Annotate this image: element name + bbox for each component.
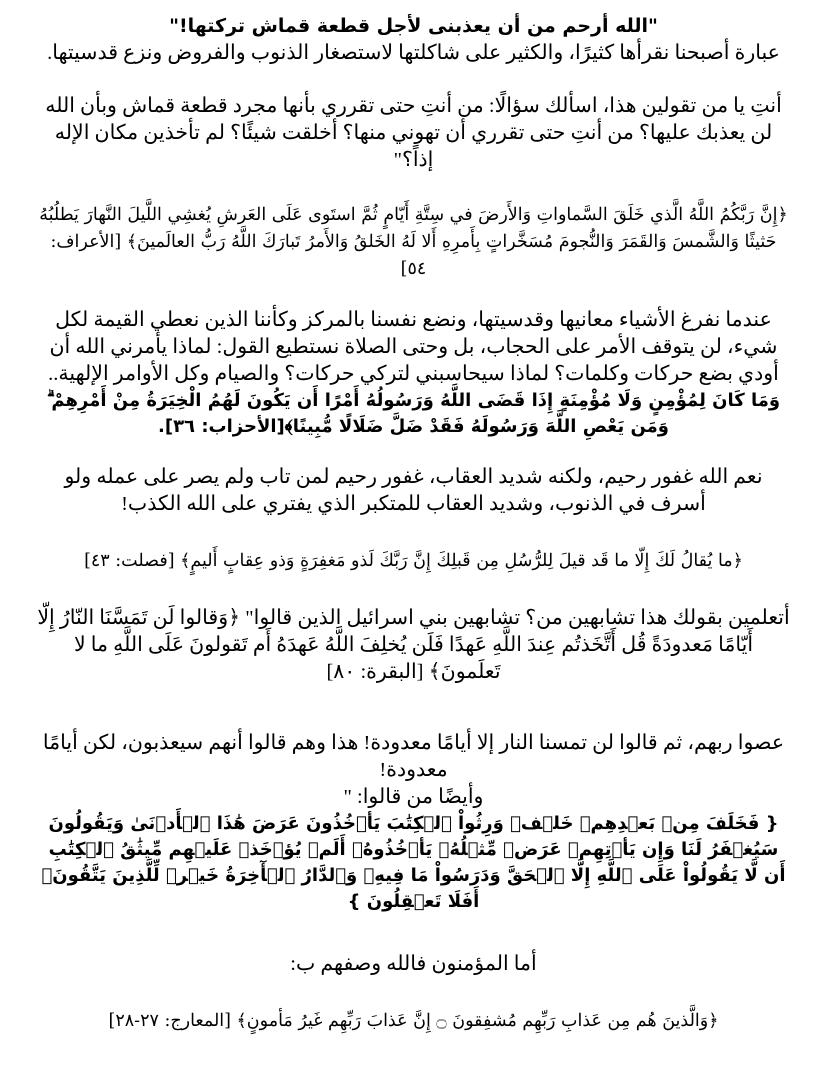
also-said-line: وأيضًا من قالوا: " — [343, 786, 484, 808]
intro-paragraph: عبارة أصبحنا نقرأها كثيرًا، والكثير على شاكلتها لاستصغار الذنوب والفروض ونزع قدسيتها. — [47, 42, 780, 64]
quran-verse-araf-54: ﴿إِنَّ رَبَّكُمُ اللَّهُ الَّذي خَلَقَ السَّماواتِ وَالأَرضَ في سِتَّةِ أَيّامٍ ثُمَّ استَوى عَلَى العَرشِ يُغشِي اللَّيلَ النَّهارَ يَطلُبُهُ حَثيثًا وَالشَّمسَ وَالقَمَرَ وَالنُّجومَ مُسَخَّراتٍ بِأَمرِهِ أَلا لَهُ الخَلقُ وَالأَمرُ تَبارَكَ اللَّهُ رَبُّ العالَمينَ﴾ [الأعراف: ٥٤] — [39, 205, 788, 279]
emptying-meaning-paragraph: عندما نفرغ الأشياء معانيها وقدسيتها، ونضع نفسنا بالمركز وكأننا الذين نعطي القيمة لكل شيء، لن يتوقف الأمر على الحجاب، بل وحتى الصلاة نستطيع القول: لماذا يأمرني الله أن أودي بضع حركات وكلمات؟ لماذا سيحاسبني لترکي حركات؟ والصيام وكل الأوامر الإلهية.. — [48, 309, 779, 385]
mercy-paragraph: نعم الله غفور رحيم، ولكنه شديد العقاب، غفور رحيم لمن تاب ولم يصر على عمله ولو أسرف في الذنوب، وشديد العقاب للمتكبر الذي يفتري على الله الكذب! — [64, 466, 763, 515]
quran-verse-araf-169: { فَخَلَفَ مِنۢ بَعۡدِهِمۡ خَلۡفٞ وَرِثُواْ ٱلۡكِتَٰبَ يَأۡخُذُونَ عَرَضَ هَٰذَا ٱلۡأَدۡنَىٰ وَيَقُولُونَ سَيُغۡفَرُ لَنَا وَإِن يَأۡتِهِمۡ عَرَضٞ مِّثۡلُهُۥ يَأۡخُذُوهُۚ أَلَمۡ يُؤۡخَذۡ عَلَيۡهِم مِّيثَٰقُ ٱلۡكِتَٰبِ أَن لَّا يَقُولُواْ عَلَى ٱللَّهِ إِلَّا ٱلۡحَقَّ وَدَرَسُواْ مَا فِيهِۗ وَٱلدَّارُ ٱلۡأٓخِرَةُ خَيۡرٞ لِّلَّذِينَ يَتَّقُونَۚ أَفَلَا تَعۡقِلُونَ } — [41, 813, 786, 912]
quran-verse-ahzab-36: وَمَا كَانَ لِمُؤْمِنٍ وَلَا مُؤْمِنَةٍ إِذَا قَضَى اللَّهُ وَرَسُولُهُ أَمْرًا أَن يَكُونَ لَهُمُ الْخِيَرَةُ مِنْ أَمْرِهِمْ ۗ وَمَن يَعْصِ اللَّهَ وَرَسُولَهُ فَقَدْ ضَلَّ ضَلَالًا مُّبِينًا﴾[الأحزاب: ٣٦]. — [46, 390, 781, 437]
page-title: "الله أرحم من أن يعذبنى لأجل قطعة قماش تركتها!" — [169, 15, 658, 37]
believers-line: أما المؤمنون فالله وصفهم ب: — [290, 953, 537, 975]
quran-verse-maarij-27-28: ﴿وَالَّذينَ هُم مِن عَذابِ رَبِّهِم مُشفِقونَ ۝ إِنَّ عَذابَ رَبِّهِم غَيرُ مَأمونٍ﴾ [المعارج: ٢٧-٢٨] — [108, 1011, 719, 1031]
quran-verse-fussilat-43: ﴿ما يُقالُ لَكَ إِلّا ما قَد قيلَ لِلرُّسُلِ مِن قَبلِكَ إِنَّ رَبَّكَ لَذو مَغفِرَةٍ وَذو عِقابٍ أَليمٍ﴾ [فصلت: ٤٣] — [84, 551, 743, 571]
disobeyed-paragraph: عصوا ربهم، ثم قالوا لن تمسنا النار إلا أيامًا معدودة! هذا وهم قالوا أنهم سيعذبون، لكن أيامًا معدودة! — [42, 732, 785, 781]
resemblance-paragraph: أتعلمين بقولك هذا تشابهين من؟ تشابهين بني اسرائيل الذين قالوا" ﴿وَقالوا لَن تَمَسَّنَا النّارُ إِلّا أَيّامًا مَعدودَةً قُل أَتَّخَذتُم عِندَ اللَّهِ عَهدًا فَلَن يُخلِفَ اللَّهُ عَهدَهُ أَم تَقولونَ عَلَى اللَّهِ ما لا تَعلَمونَ﴾ [البقرة: ٨٠] — [37, 607, 790, 683]
question-paragraph: أنتِ يا من تقولين هذا، اسألك سؤالًا: من أنتِ حتى تقرري بأنها مجرد قطعة قماش وبأن الله لن يعذبك عليها؟ من أنتِ حتى تقرري أن تهوني منها؟ أخلقت شيئًا؟ لم تأخذين مكان الإله إذاً؟" — [45, 95, 782, 171]
